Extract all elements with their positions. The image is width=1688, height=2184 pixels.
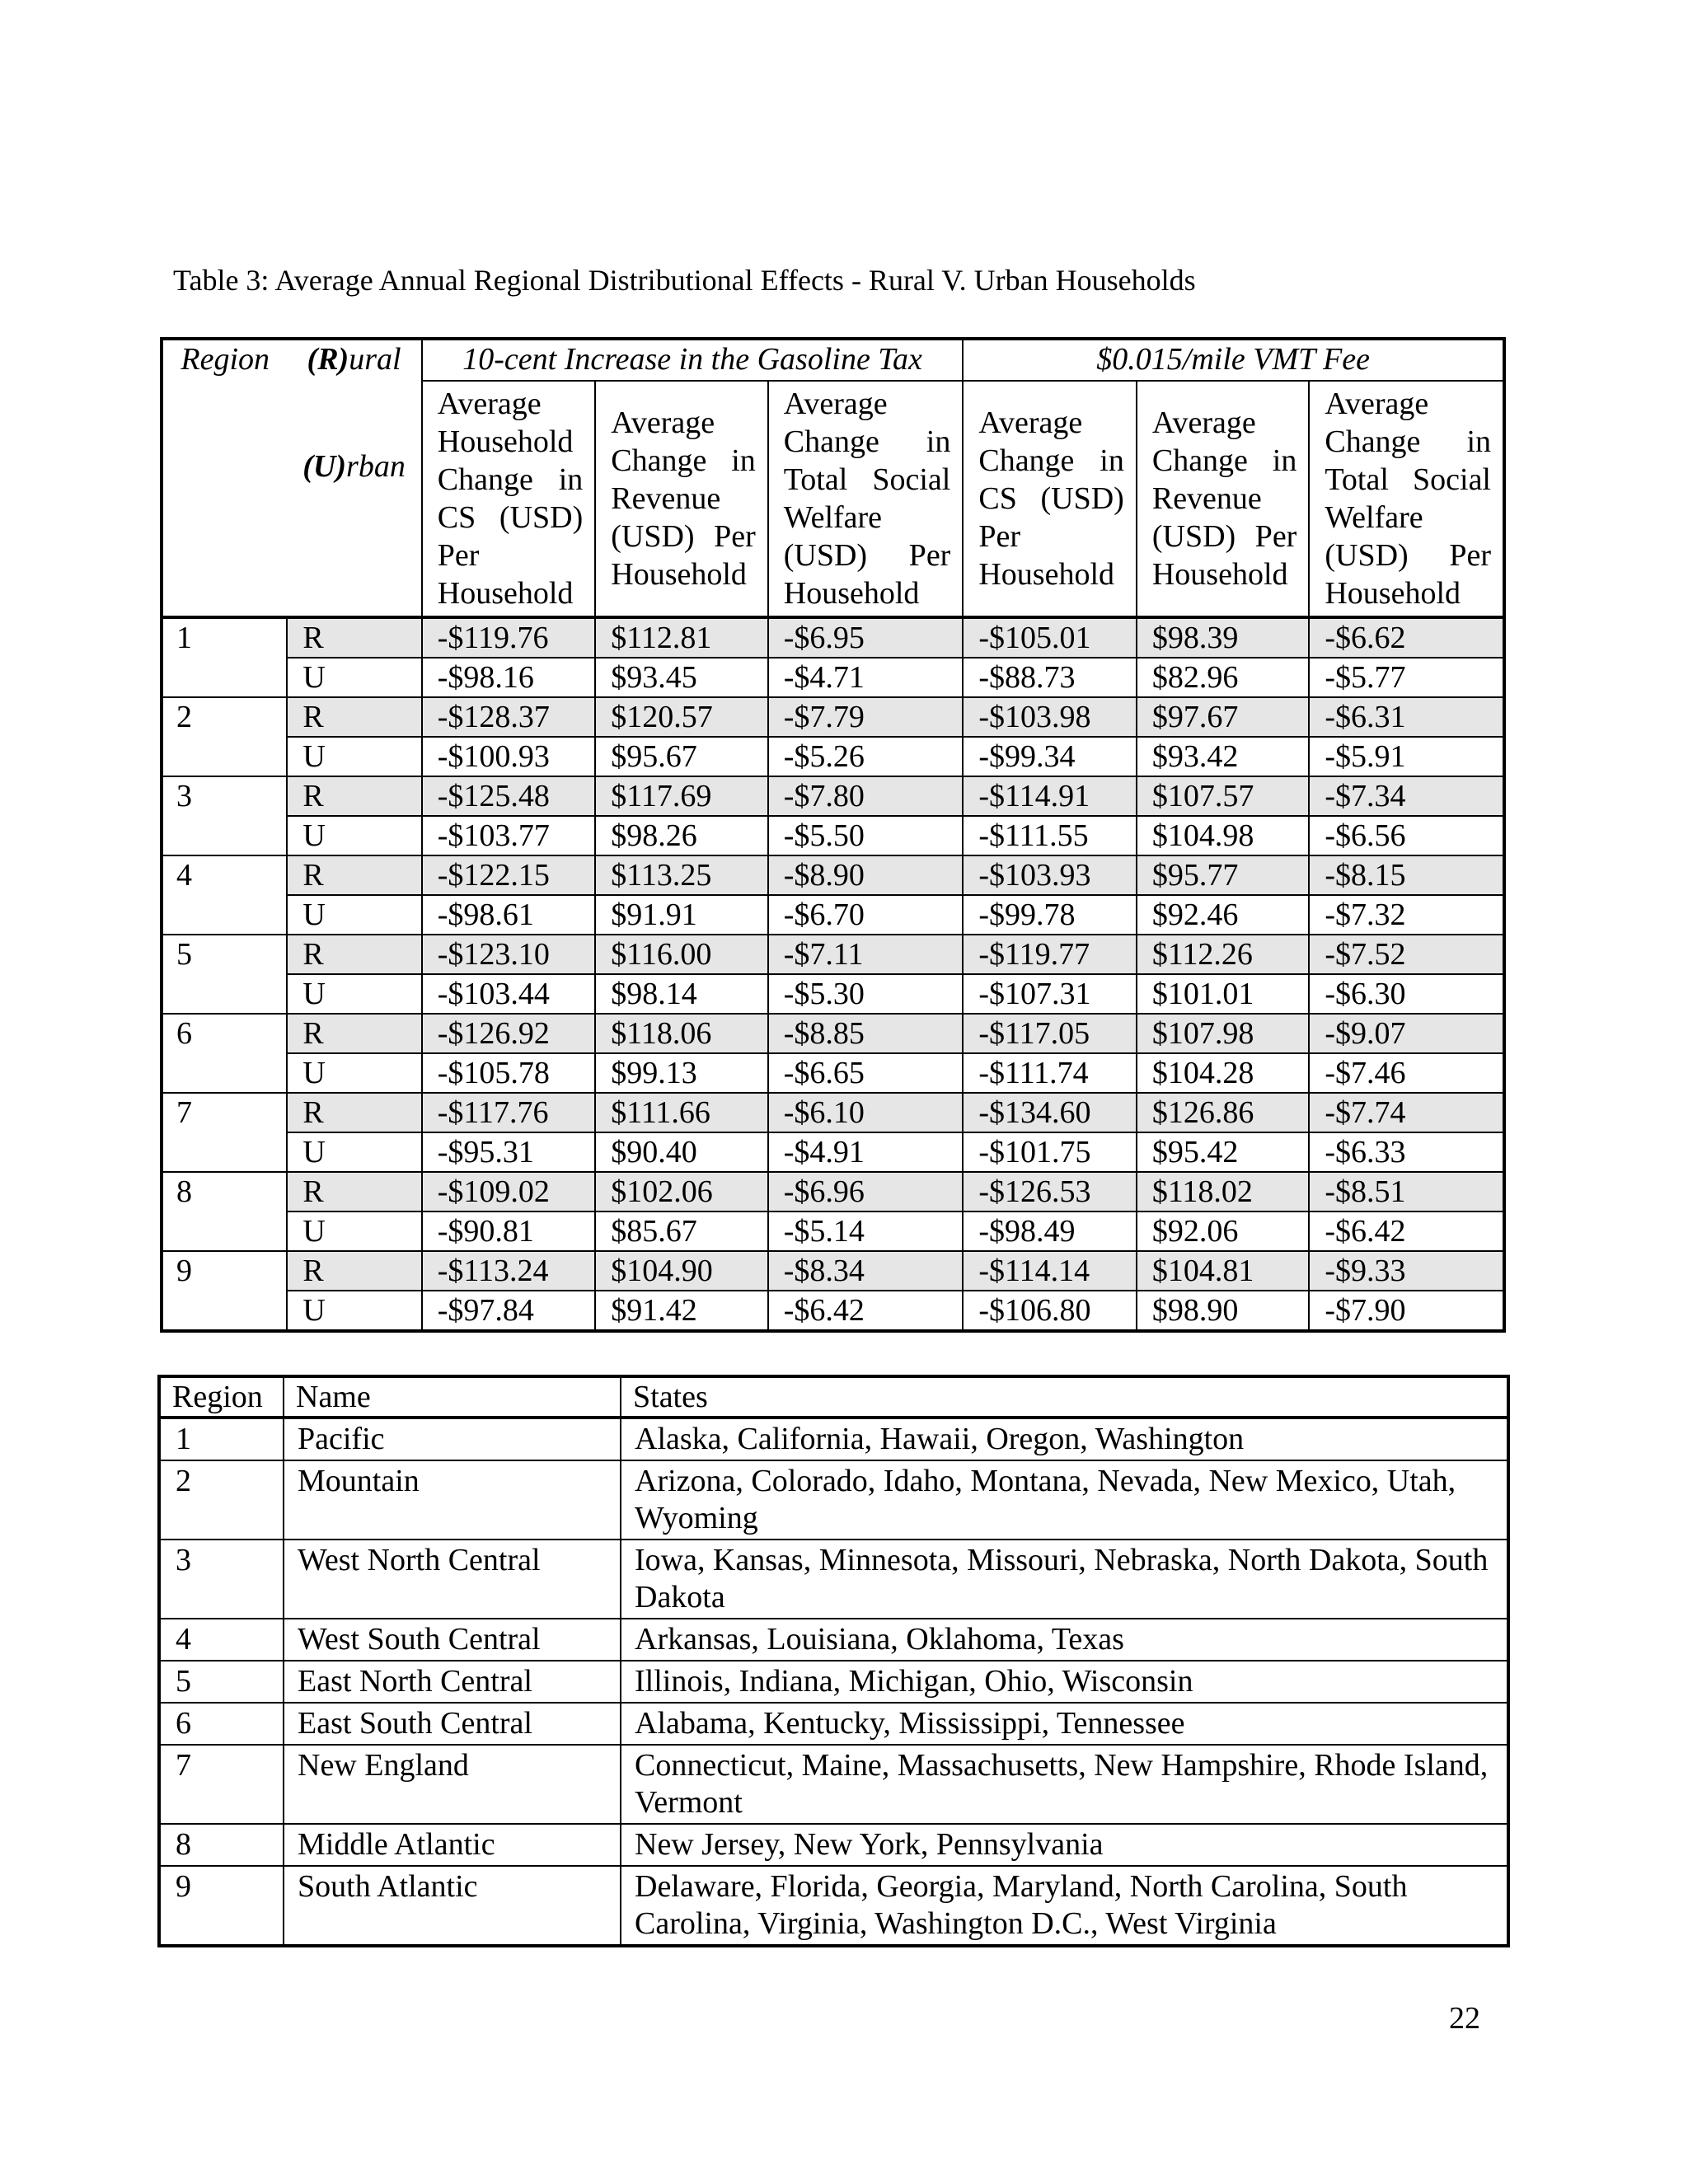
- region-number-cell: 8: [162, 1172, 287, 1212]
- region-name-cell: Pacific: [284, 1418, 621, 1460]
- value-cell: -$7.79: [768, 697, 964, 737]
- page-number: 22: [1449, 2001, 1480, 2036]
- value-cell: $95.77: [1137, 855, 1310, 895]
- value-cell: -$105.78: [422, 1053, 596, 1093]
- value-cell: -$6.31: [1309, 697, 1504, 737]
- value-cell: -$103.44: [422, 974, 596, 1014]
- states-cell: New Jersey, New York, Pennsylvania: [621, 1824, 1508, 1866]
- value-cell: -$122.15: [422, 855, 596, 895]
- gas-revenue-header: Average Change in Revenue (USD) Per Household: [595, 381, 768, 617]
- area-type-cell: R: [287, 776, 421, 816]
- table-row: [159, 1824, 1508, 1866]
- value-cell: -$128.37: [422, 697, 596, 737]
- region-number-cell: [162, 737, 287, 776]
- value-cell: $118.06: [595, 1014, 768, 1053]
- states-cell: Iowa, Kansas, Minnesota, Missouri, Nebraska, North Dakota, South Dakota: [621, 1540, 1508, 1619]
- vmt-cs-header: Average Change in CS (USD) Per Household: [963, 381, 1137, 617]
- table-row: [159, 1418, 1508, 1460]
- value-cell: -$134.60: [963, 1093, 1137, 1132]
- value-cell: -$6.30: [1309, 974, 1504, 1014]
- region-number-cell: [162, 1291, 287, 1331]
- table-row: [159, 1745, 1508, 1824]
- urban-label-rest: rban: [346, 449, 406, 484]
- value-cell: -$111.55: [963, 816, 1137, 855]
- value-cell: -$125.48: [422, 776, 596, 816]
- table-row: [162, 1291, 1504, 1331]
- area-type-cell: R: [287, 617, 421, 658]
- value-cell: $104.81: [1137, 1251, 1310, 1291]
- gas-welfare-header: Average Change in Total Social Welfare (USD) Per Household: [768, 381, 964, 617]
- region-number-cell: [162, 1212, 287, 1251]
- table-row: [162, 1053, 1504, 1093]
- region-name-cell: South Atlantic: [284, 1866, 621, 1946]
- region-name-cell: Middle Atlantic: [284, 1824, 621, 1866]
- table-row: [162, 816, 1504, 855]
- table-row: [162, 1251, 1504, 1291]
- area-type-cell: R: [287, 935, 421, 974]
- value-cell: -$7.74: [1309, 1093, 1504, 1132]
- value-cell: -$113.24: [422, 1251, 596, 1291]
- value-cell: -$8.34: [768, 1251, 964, 1291]
- value-cell: -$6.42: [1309, 1212, 1504, 1251]
- value-cell: -$7.34: [1309, 776, 1504, 816]
- value-cell: -$119.76: [422, 617, 596, 658]
- region-number-cell: 3: [162, 776, 287, 816]
- value-cell: $90.40: [595, 1132, 768, 1172]
- value-cell: $104.90: [595, 1251, 768, 1291]
- value-cell: $99.13: [595, 1053, 768, 1093]
- table-row: [159, 1661, 1508, 1703]
- area-type-cell: U: [287, 895, 421, 935]
- value-cell: -$106.80: [963, 1291, 1137, 1331]
- value-cell: -$6.62: [1309, 617, 1504, 658]
- value-cell: $93.45: [595, 658, 768, 697]
- value-cell: -$97.84: [422, 1291, 596, 1331]
- region-number-cell: 9: [159, 1866, 284, 1946]
- region-number-cell: 8: [159, 1824, 284, 1866]
- value-cell: $98.14: [595, 974, 768, 1014]
- name-header: Name: [284, 1376, 621, 1418]
- region-name-cell: West South Central: [284, 1619, 621, 1661]
- value-cell: $112.26: [1137, 935, 1310, 974]
- value-cell: $92.06: [1137, 1212, 1310, 1251]
- value-cell: $126.86: [1137, 1093, 1310, 1132]
- gas-cs-header: Average Household Change in CS (USD) Per Household: [422, 381, 596, 617]
- value-cell: -$123.10: [422, 935, 596, 974]
- value-cell: -$88.73: [963, 658, 1137, 697]
- states-cell: Alabama, Kentucky, Mississippi, Tennessee: [621, 1703, 1508, 1745]
- region-number-cell: 9: [162, 1251, 287, 1291]
- value-cell: $118.02: [1137, 1172, 1310, 1212]
- region-definitions-table: [157, 1375, 1510, 1947]
- region-number-cell: [162, 895, 287, 935]
- region-number-cell: 6: [159, 1703, 284, 1745]
- value-cell: $120.57: [595, 697, 768, 737]
- value-cell: $113.25: [595, 855, 768, 895]
- region-number-cell: 2: [159, 1460, 284, 1540]
- vmt-revenue-header: Average Change in Revenue (USD) Per Household: [1137, 381, 1310, 617]
- value-cell: $98.90: [1137, 1291, 1310, 1331]
- vmt-fee-group-header: $0.015/mile VMT Fee: [963, 339, 1504, 381]
- region-number-cell: 7: [159, 1745, 284, 1824]
- value-cell: -$119.77: [963, 935, 1137, 974]
- area-type-cell: U: [287, 1132, 421, 1172]
- value-cell: -$6.65: [768, 1053, 964, 1093]
- value-cell: -$9.07: [1309, 1014, 1504, 1053]
- value-cell: -$95.31: [422, 1132, 596, 1172]
- value-cell: -$107.31: [963, 974, 1137, 1014]
- area-type-cell: U: [287, 1291, 421, 1331]
- value-cell: $112.81: [595, 617, 768, 658]
- region-number-cell: [162, 658, 287, 697]
- table-row: [159, 1866, 1508, 1946]
- gasoline-tax-group-header: 10-cent Increase in the Gasoline Tax: [422, 339, 964, 381]
- rural-urban-column-header: [287, 339, 421, 617]
- table-row: [162, 1093, 1504, 1132]
- rural-label-bold: (R): [307, 342, 349, 377]
- region-number-cell: 4: [162, 855, 287, 895]
- table-row: [159, 1540, 1508, 1619]
- states-cell: Arizona, Colorado, Idaho, Montana, Nevada, New Mexico, Utah, Wyoming: [621, 1460, 1508, 1540]
- value-cell: -$4.91: [768, 1132, 964, 1172]
- value-cell: -$7.52: [1309, 935, 1504, 974]
- area-type-cell: R: [287, 855, 421, 895]
- value-cell: -$4.71: [768, 658, 964, 697]
- value-cell: -$5.91: [1309, 737, 1504, 776]
- area-type-cell: U: [287, 1053, 421, 1093]
- value-cell: -$5.77: [1309, 658, 1504, 697]
- value-cell: -$98.61: [422, 895, 596, 935]
- region-number-cell: [162, 1132, 287, 1172]
- area-type-cell: R: [287, 1014, 421, 1053]
- value-cell: -$9.33: [1309, 1251, 1504, 1291]
- value-cell: $107.98: [1137, 1014, 1310, 1053]
- area-type-cell: U: [287, 816, 421, 855]
- table-row: [159, 1460, 1508, 1540]
- value-cell: -$114.14: [963, 1251, 1137, 1291]
- states-header: States: [621, 1376, 1508, 1418]
- area-type-cell: R: [287, 1093, 421, 1132]
- value-cell: $107.57: [1137, 776, 1310, 816]
- value-cell: $98.39: [1137, 617, 1310, 658]
- value-cell: $111.66: [595, 1093, 768, 1132]
- region-number-cell: 4: [159, 1619, 284, 1661]
- value-cell: $104.28: [1137, 1053, 1310, 1093]
- region-number-cell: [162, 1053, 287, 1093]
- table-row: [162, 776, 1504, 816]
- states-cell: Delaware, Florida, Georgia, Maryland, North Carolina, South Carolina, Virginia, Washington D.C., West Virginia: [621, 1866, 1508, 1946]
- region-number-cell: 5: [162, 935, 287, 974]
- vmt-welfare-header: Average Change in Total Social Welfare (USD) Per Household: [1309, 381, 1504, 617]
- value-cell: $98.26: [595, 816, 768, 855]
- value-cell: -$90.81: [422, 1212, 596, 1251]
- value-cell: -$7.32: [1309, 895, 1504, 935]
- distributional-effects-table: [160, 337, 1506, 1333]
- table-row: [162, 737, 1504, 776]
- value-cell: $91.91: [595, 895, 768, 935]
- value-cell: $85.67: [595, 1212, 768, 1251]
- value-cell: -$114.91: [963, 776, 1137, 816]
- value-cell: $95.67: [595, 737, 768, 776]
- region-number-cell: 1: [176, 1422, 191, 1456]
- value-cell: $91.42: [595, 1291, 768, 1331]
- table-row: [159, 1703, 1508, 1745]
- states-cell: Connecticut, Maine, Massachusetts, New Hampshire, Rhode Island, Vermont: [621, 1745, 1508, 1824]
- table-row: [162, 895, 1504, 935]
- value-cell: $92.46: [1137, 895, 1310, 935]
- value-cell: -$5.26: [768, 737, 964, 776]
- states-cell: Illinois, Indiana, Michigan, Ohio, Wisconsin: [621, 1661, 1508, 1703]
- value-cell: -$7.90: [1309, 1291, 1504, 1331]
- states-cell: Alaska, California, Hawaii, Oregon, Washington: [621, 1418, 1508, 1460]
- area-type-cell: U: [287, 658, 421, 697]
- area-type-cell: U: [287, 974, 421, 1014]
- value-cell: -$8.85: [768, 1014, 964, 1053]
- urban-label-bold: (U): [302, 449, 347, 484]
- region-number-cell: 3: [159, 1540, 284, 1619]
- value-cell: -$8.15: [1309, 855, 1504, 895]
- value-cell: -$103.93: [963, 855, 1137, 895]
- region-column-header: Region: [162, 339, 287, 617]
- region-number-cell: 5: [159, 1661, 284, 1703]
- value-cell: -$98.16: [422, 658, 596, 697]
- region-name-cell: New England: [284, 1745, 621, 1824]
- value-cell: $82.96: [1137, 658, 1310, 697]
- table-row: [159, 1619, 1508, 1661]
- table-row: [162, 697, 1504, 737]
- table-row: [162, 855, 1504, 895]
- region-name-cell: Mountain: [284, 1460, 621, 1540]
- value-cell: -$7.46: [1309, 1053, 1504, 1093]
- area-type-cell: R: [287, 697, 421, 737]
- region-number-cell: 6: [162, 1014, 287, 1053]
- value-cell: -$105.01: [963, 617, 1137, 658]
- value-cell: -$99.34: [963, 737, 1137, 776]
- table-row: [162, 617, 1504, 658]
- value-cell: -$5.50: [768, 816, 964, 855]
- area-type-cell: R: [287, 1172, 421, 1212]
- value-cell: -$6.70: [768, 895, 964, 935]
- value-cell: -$98.49: [963, 1212, 1137, 1251]
- region-number-cell: 7: [162, 1093, 287, 1132]
- region-header: Region: [159, 1376, 284, 1418]
- table-row: [162, 1172, 1504, 1212]
- value-cell: -$6.10: [768, 1093, 964, 1132]
- value-cell: -$6.95: [768, 617, 964, 658]
- value-cell: -$6.56: [1309, 816, 1504, 855]
- area-type-cell: U: [287, 1212, 421, 1251]
- table-row: [162, 658, 1504, 697]
- region-number-cell: [162, 816, 287, 855]
- table-row: [162, 1014, 1504, 1053]
- value-cell: -$6.42: [768, 1291, 964, 1331]
- value-cell: -$8.51: [1309, 1172, 1504, 1212]
- region-number-cell: 2: [162, 697, 287, 737]
- value-cell: $117.69: [595, 776, 768, 816]
- value-cell: -$117.05: [963, 1014, 1137, 1053]
- value-cell: $104.98: [1137, 816, 1310, 855]
- states-cell: Arkansas, Louisiana, Oklahoma, Texas: [621, 1619, 1508, 1661]
- value-cell: -$109.02: [422, 1172, 596, 1212]
- value-cell: -$5.14: [768, 1212, 964, 1251]
- table-row: [162, 974, 1504, 1014]
- region-number-cell: [162, 974, 287, 1014]
- value-cell: -$8.90: [768, 855, 964, 895]
- value-cell: -$6.33: [1309, 1132, 1504, 1172]
- value-cell: $93.42: [1137, 737, 1310, 776]
- rural-label-rest: ural: [349, 342, 401, 377]
- region-name-cell: West North Central: [284, 1540, 621, 1619]
- value-cell: -$7.80: [768, 776, 964, 816]
- table-caption: Table 3: Average Annual Regional Distributional Effects - Rural V. Urban Households: [173, 264, 1196, 297]
- value-cell: -$126.92: [422, 1014, 596, 1053]
- value-cell: -$111.74: [963, 1053, 1137, 1093]
- value-cell: -$6.96: [768, 1172, 964, 1212]
- value-cell: -$117.76: [422, 1093, 596, 1132]
- value-cell: $116.00: [595, 935, 768, 974]
- value-cell: -$7.11: [768, 935, 964, 974]
- table-row: [162, 935, 1504, 974]
- value-cell: $97.67: [1137, 697, 1310, 737]
- value-cell: -$101.75: [963, 1132, 1137, 1172]
- value-cell: -$126.53: [963, 1172, 1137, 1212]
- value-cell: -$99.78: [963, 895, 1137, 935]
- table-row: [162, 1212, 1504, 1251]
- region-name-cell: East North Central: [284, 1661, 621, 1703]
- value-cell: $102.06: [595, 1172, 768, 1212]
- region-name-cell: East South Central: [284, 1703, 621, 1745]
- value-cell: $101.01: [1137, 974, 1310, 1014]
- area-type-cell: R: [287, 1251, 421, 1291]
- value-cell: -$5.30: [768, 974, 964, 1014]
- region-number-cell: 1: [162, 617, 287, 658]
- value-cell: -$100.93: [422, 737, 596, 776]
- table-row: [162, 1132, 1504, 1172]
- value-cell: -$103.98: [963, 697, 1137, 737]
- value-cell: -$103.77: [422, 816, 596, 855]
- area-type-cell: U: [287, 737, 421, 776]
- value-cell: $95.42: [1137, 1132, 1310, 1172]
